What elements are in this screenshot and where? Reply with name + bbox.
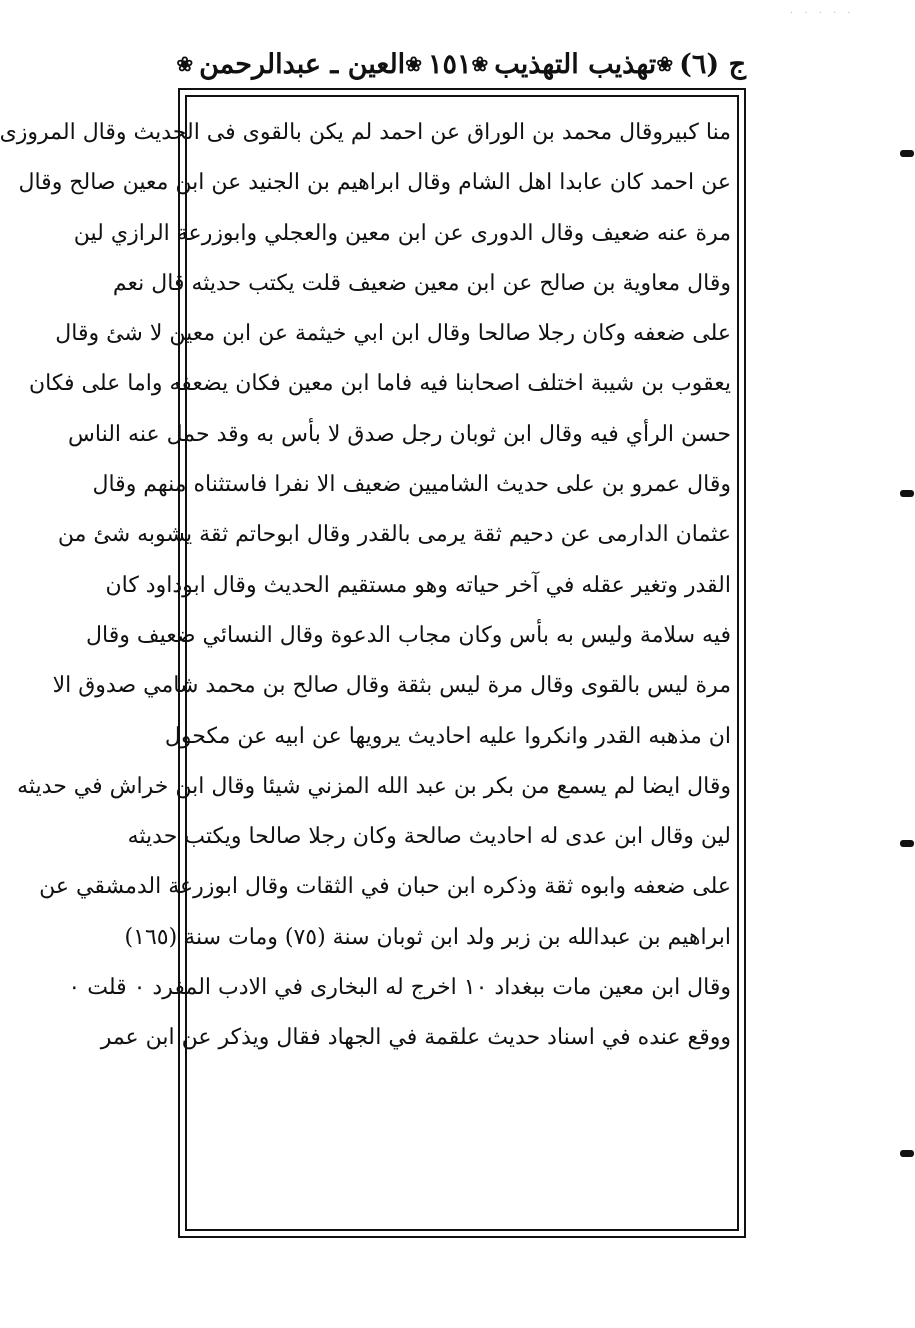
text-line: على ضعفه وكان رجلا صالحا وقال ابن ابي خيثمة عن ابن معين لا شئ وقال: [55, 321, 731, 347]
scan-margin-mark: [900, 490, 914, 497]
body-text: [0, 108, 731, 1064]
text-line: ان مذهبه القدر وانكروا عليه احاديث يرويها عن ابيه عن مكحول: [164, 723, 731, 749]
header-section: العين ـ عبدالرحمن ❀: [176, 48, 406, 80]
text-line: وقال عمرو بن على حديث الشاميين ضعيف الا نفرا فاستثناه منهم وقال: [92, 472, 731, 498]
text-line: وقال معاوية بن صالح عن ابن معين ضعيف قلت يكتب حديثه قال نعم: [112, 270, 731, 296]
text-line: يعقوب بن شيبة اختلف اصحابنا فيه فاما ابن معين فكان يضعفه واما على فكان: [29, 371, 731, 397]
text-line: مرة عنه ضعيف وقال الدورى عن ابن معين والعجلي وابوزرعة الرازي لين: [73, 220, 731, 246]
text-line: فيه سلامة وليس به بأس وكان مجاب الدعوة وقال النسائي ضعيف وقال: [86, 622, 731, 648]
text-line: وقال ابن معين مات ببغداد ١٠ اخرج له البخارى في الادب المفرد ٠ قلت ٠: [68, 975, 731, 1001]
text-line: منا كبيروقال محمد بن الوراق عن احمد لم يكن بالقوى فى الحديث وقال المروزى: [0, 120, 731, 145]
ornament-icon: ❀: [176, 52, 194, 76]
ornament-icon: ❀: [405, 52, 422, 76]
text-line: القدر وتغير عقله في آخر حياته وهو مستقيم الحديث وقال ابوداود كان: [105, 572, 731, 598]
scan-margin-mark: [900, 840, 914, 847]
text-line: عن احمد كان عابدا اهل الشام وقال ابراهيم بن الجنيد عن ابن معين صالح وقال: [18, 170, 731, 196]
scan-margin-mark: [900, 150, 914, 157]
ornament-icon: ❀: [471, 52, 489, 76]
text-line: ووقع عنده في اسناد حديث علقمة في الجهاد فقال ويذكر عن ابن عمر: [100, 1025, 731, 1051]
text-line: حسن الرأي فيه وقال ابن ثوبان رجل صدق لا بأس به وقد حمل عنه الناس: [68, 421, 731, 447]
text-line: على ضعفه وابوه ثقة وذكره ابن حبان في الثقات وقال ابوزرعة الدمشقي عن: [39, 874, 731, 900]
ornament-icon: ❀: [656, 52, 674, 76]
text-line: لين وقال ابن عدى له احاديث صالحة وكان رجلا صالحا ويكتب حديثه: [127, 824, 731, 850]
header-volume: ج (٦) ❀: [656, 48, 746, 80]
header-book-title: تهذيب التهذيب ❀: [471, 48, 657, 80]
text-line: وقال ايضا لم يسمع من بكر بن عبد الله المزني شيئا وقال ابن خراش في حديثه: [17, 773, 731, 799]
running-header: [178, 40, 746, 88]
text-line: مرة ليس بالقوى وقال مرة ليس بثقة وقال صالح بن محمد شامي صدوق الا: [52, 673, 731, 699]
text-line: ابراهيم بن عبدالله بن زبر ولد ابن ثوبان سنة (٧٥) ومات سنة (١٦٥): [124, 924, 731, 950]
header-page-number: ١٥١ ❀: [405, 48, 472, 80]
scan-margin-mark: [900, 1150, 914, 1157]
scan-speckle: · · · · ·: [790, 8, 855, 19]
text-line: عثمان الدارمى عن دحيم ثقة يرمى بالقدر وقال ابوحاتم ثقة يشوبه شئ من: [57, 522, 731, 548]
